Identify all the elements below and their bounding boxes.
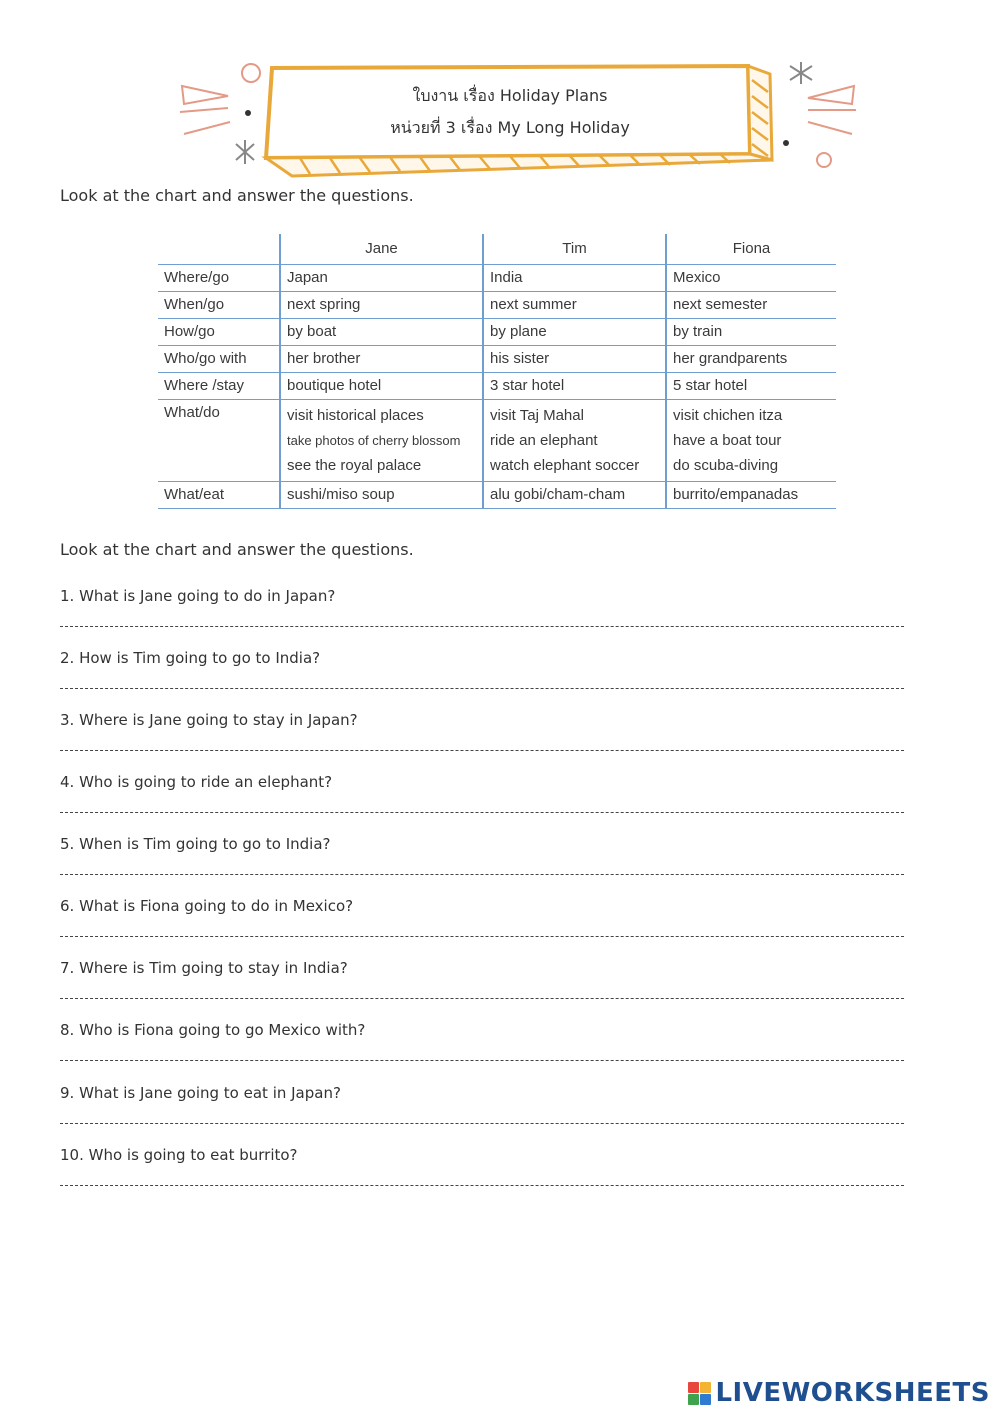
cell-jane: next spring — [280, 291, 483, 318]
left-star-decoration — [236, 140, 254, 164]
cell-jane: boutique hotel — [280, 372, 483, 399]
table-header-row — [158, 234, 836, 264]
cell-fiona: her grandparents — [666, 345, 836, 372]
cell-tim: next summer — [483, 291, 666, 318]
header-cell-jane: Jane — [280, 234, 483, 264]
right-star-decoration — [790, 62, 812, 84]
cell-tim: 3 star hotel — [483, 372, 666, 399]
logo-text: LIVEWORKSHEETS — [715, 1378, 990, 1408]
cell-line: see the royal palace — [287, 456, 422, 474]
cell-jane: by boat — [280, 318, 483, 345]
cell-jane — [280, 399, 483, 481]
table-row — [158, 372, 836, 399]
question-2: 2. How is Tim going to go to India? — [60, 649, 321, 667]
table-row — [158, 291, 836, 318]
cell-line: visit historical places — [287, 406, 424, 424]
header-cell-fiona: Fiona — [666, 234, 836, 264]
answer-line-1[interactable] — [60, 626, 904, 627]
instruction-bottom: Look at the chart and answer the questions. — [60, 540, 414, 559]
cell-line: watch elephant soccer — [490, 456, 640, 474]
question-6: 6. What is Fiona going to do in Mexico? — [60, 897, 354, 915]
cell-jane: Japan — [280, 264, 483, 291]
cell-line: have a boat tour — [673, 431, 782, 449]
row-label: What/do — [158, 399, 280, 481]
cell-tim: India — [483, 264, 666, 291]
cell-fiona: by train — [666, 318, 836, 345]
cell-line: take photos of cherry blossom — [287, 432, 461, 448]
answer-line-3[interactable] — [60, 750, 904, 751]
cell-tim: alu gobi/cham-cham — [483, 481, 666, 508]
table-row — [158, 481, 836, 508]
liveworksheets-logo[interactable] — [688, 1378, 990, 1408]
answer-line-7[interactable] — [60, 998, 904, 999]
cell-tim: by plane — [483, 318, 666, 345]
table-row — [158, 264, 836, 291]
right-spark-decoration — [808, 86, 856, 134]
answer-line-4[interactable] — [60, 812, 904, 813]
answer-line-10[interactable] — [60, 1185, 904, 1186]
question-1: 1. What is Jane going to do in Japan? — [60, 587, 336, 605]
question-7: 7. Where is Tim going to stay in India? — [60, 959, 348, 977]
row-label: Where /stay — [158, 372, 280, 399]
cell-jane: her brother — [280, 345, 483, 372]
answer-line-5[interactable] — [60, 874, 904, 875]
row-label: Where/go — [158, 264, 280, 291]
table-row — [158, 399, 836, 481]
cell-jane: sushi/miso soup — [280, 481, 483, 508]
answer-line-2[interactable] — [60, 688, 904, 689]
row-label: What/eat — [158, 481, 280, 508]
cell-line: visit Taj Mahal — [490, 406, 584, 424]
answer-line-8[interactable] — [60, 1060, 904, 1061]
worksheet-title-line1: ใบงาน เรื่อง Holiday Plans — [412, 86, 608, 105]
answer-line-6[interactable] — [60, 936, 904, 937]
table-row — [158, 318, 836, 345]
right-ring-decoration — [817, 153, 831, 167]
row-label: When/go — [158, 291, 280, 318]
question-9: 9. What is Jane going to eat in Japan? — [60, 1084, 341, 1102]
question-8: 8. Who is Fiona going to go Mexico with? — [60, 1021, 366, 1039]
cell-line: visit chichen itza — [673, 406, 783, 424]
question-4: 4. Who is going to ride an elephant? — [60, 773, 333, 791]
left-ring-decoration — [242, 64, 260, 82]
table-row — [158, 345, 836, 372]
answer-line-9[interactable] — [60, 1123, 904, 1124]
cell-fiona — [666, 399, 836, 481]
left-spark-decoration — [180, 86, 230, 134]
cell-tim: his sister — [483, 345, 666, 372]
liveworksheets-icon — [688, 1382, 711, 1405]
cell-line: do scuba-diving — [673, 456, 779, 474]
cell-fiona: burrito/empanadas — [666, 481, 836, 508]
worksheet-title-line2: หน่วยที่ 3 เรื่อง My Long Holiday — [390, 118, 630, 137]
cell-fiona: Mexico — [666, 264, 836, 291]
row-label: How/go — [158, 318, 280, 345]
cell-tim — [483, 399, 666, 481]
instruction-top: Look at the chart and answer the questions. — [60, 186, 414, 205]
question-10: 10. Who is going to eat burrito? — [60, 1146, 298, 1164]
header-cell-tim: Tim — [483, 234, 666, 264]
cell-line: ride an elephant — [490, 431, 598, 449]
question-5: 5. When is Tim going to go to India? — [60, 835, 331, 853]
holiday-chart-table — [158, 234, 836, 509]
header-cell-empty — [158, 234, 280, 264]
question-3: 3. Where is Jane going to stay in Japan? — [60, 711, 358, 729]
cell-fiona: 5 star hotel — [666, 372, 836, 399]
row-label: Who/go with — [158, 345, 280, 372]
cell-fiona: next semester — [666, 291, 836, 318]
